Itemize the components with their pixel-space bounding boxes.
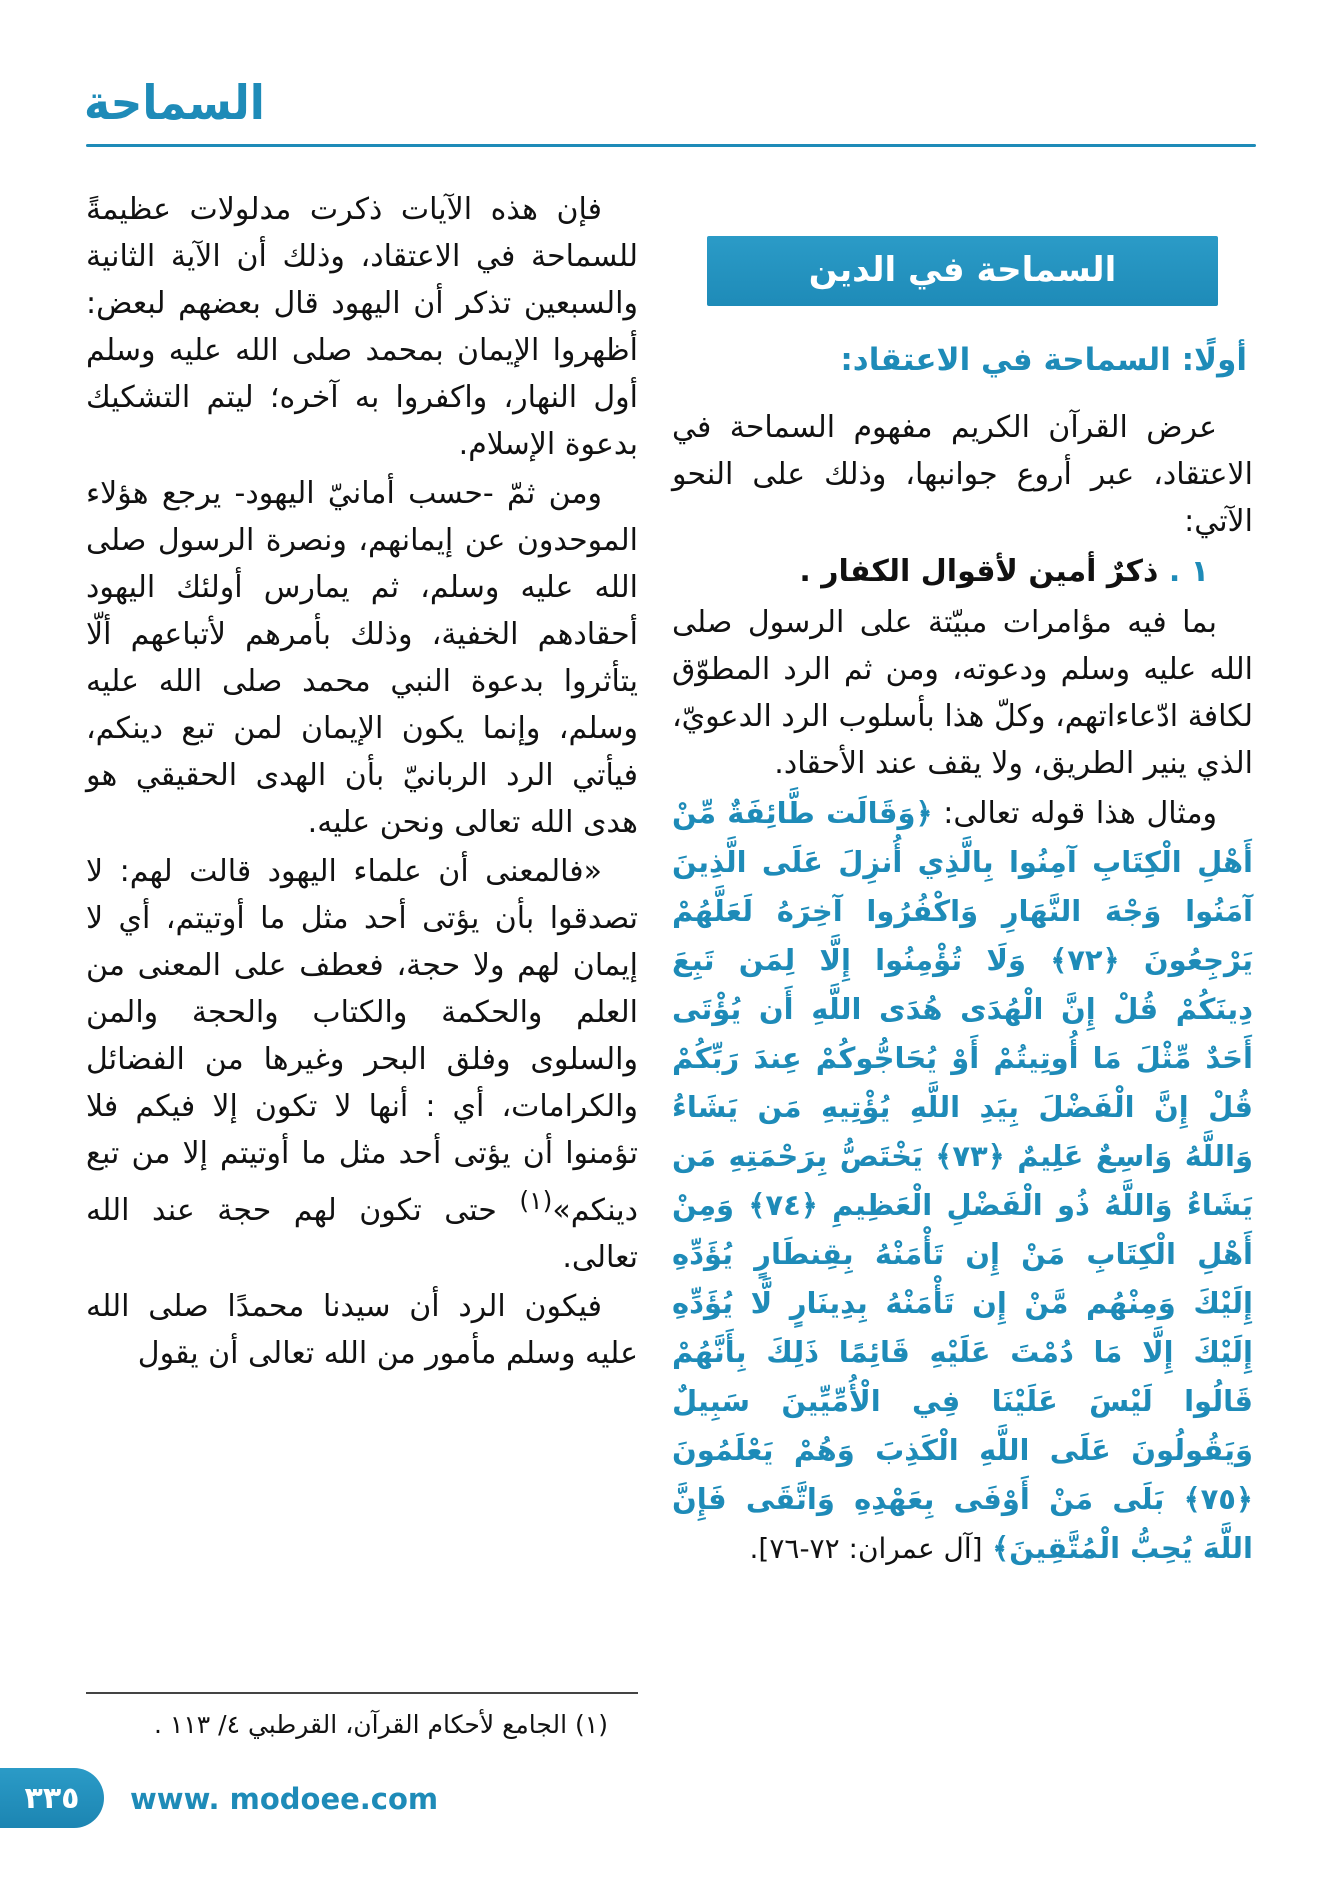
section-title: السماحة في الدين bbox=[808, 250, 1117, 290]
quote-text: «فالمعنى أن علماء اليهود قالت لهم: لا تصدقوا بأن يؤتى أحد مثل ما أوتيتم، أي لا إيمان لهم ولا حجة، فعطف على المعنى من العلم والحكمة والكتاب والحجة والمن والسلوى وفلق البحر وغيرها من الفضائل والكرامات، أي : أنها لا تكون إلا فيكم فلا تؤمنوا أن يؤتى أحد مثل ما أوتيتم إلا من تبع دينكم» bbox=[86, 854, 638, 1228]
right-column bbox=[672, 186, 1253, 1573]
body-paragraph: فإن هذه الآيات ذكرت مدلولات عظيمةً للسماحة في الاعتقاد، وذلك أن الآية الثانية والسبعين تذكر أن اليهود قال بعضهم لبعض: أظهروا الإيمان بمحمد صلى الله عليه وسلم أول النهار، واكفروا به آخره؛ ليتم التشكيك بدعوة الإسلام. bbox=[86, 192, 638, 462]
page-number: ٣٣٥ bbox=[24, 1780, 80, 1816]
header-rule bbox=[86, 144, 1256, 147]
point-number: ١ . bbox=[1168, 554, 1209, 589]
intro-paragraph: عرض القرآن الكريم مفهوم السماحة في الاعتقاد، عبر أروع جوانبها، وذلك على النحو الآتي: bbox=[672, 410, 1253, 539]
verse-reference: [آل عمران: ٧٢-٧٦]. bbox=[749, 1532, 983, 1565]
quran-verse: ﴿وَقَالَت طَّائِفَةٌ مِّنْ أَهْلِ الْكِتَابِ آمِنُوا بِالَّذِي أُنزِلَ عَلَى الَّذِينَ آمَنُوا وَجْهَ النَّهَارِ وَاكْفُرُوا آخِرَهُ لَعَلَّهُمْ يَرْجِعُونَ ﴿٧٢﴾ وَلَا تُؤْمِنُوا إِلَّا لِمَن تَبِعَ دِينَكُمْ قُلْ إِنَّ الْهُدَى هُدَى اللَّهِ أَن يُؤْتَى أَحَدٌ مِّثْلَ مَا أُوتِيتُمْ أَوْ يُحَاجُّوكُمْ عِندَ رَبِّكُمْ قُلْ إِنَّ الْفَضْلَ بِيَدِ اللَّهِ يُؤْتِيهِ مَن يَشَاءُ وَاللَّهُ وَاسِعٌ عَلِيمٌ ﴿٧٣﴾ يَخْتَصُّ بِرَحْمَتِهِ مَن يَشَاءُ وَاللَّهُ ذُو الْفَضْلِ الْعَظِيمِ ﴿٧٤﴾ وَمِنْ أَهْلِ الْكِتَابِ مَنْ إِن تَأْمَنْهُ بِقِنطَارٍ يُؤَدِّهِ إِلَيْكَ وَمِنْهُم مَّنْ إِن تَأْمَنْهُ بِدِينَارٍ لَّا يُؤَدِّهِ إِلَيْكَ إِلَّا مَا دُمْتَ عَلَيْهِ قَائِمًا ذَلِكَ بِأَنَّهُمْ قَالُوا لَيْسَ عَلَيْنَا فِي الْأُمِّيِّينَ سَبِيلٌ وَيَقُولُونَ عَلَى اللَّهِ الْكَذِبَ وَهُمْ يَعْلَمُونَ ﴿٧٥﴾ بَلَى مَنْ أَوْفَى بِعَهْدِهِ وَاتَّقَى فَإِنَّ اللَّهَ يُحِبُّ الْمُتَّقِينَ﴾ bbox=[672, 796, 1254, 1565]
page-number-badge bbox=[0, 1768, 104, 1828]
content-columns bbox=[86, 186, 1253, 1573]
quote-paragraph bbox=[86, 848, 638, 1281]
footnote-rule bbox=[86, 1692, 638, 1694]
quote-continuation: حتى تكون لهم حجة عند الله تعالى. bbox=[86, 1193, 638, 1275]
website-link[interactable]: www. modoee.com bbox=[130, 1782, 439, 1816]
verse-paragraph bbox=[672, 789, 1253, 1573]
running-head-calligraphy: السماحة bbox=[84, 75, 265, 132]
body-paragraph: ومن ثمّ -حسب أمانيّ اليهود- يرجع هؤلاء الموحدون عن إيمانهم، ونصرة الرسول صلى الله عليه وسلم، ثم يمارس أولئك اليهود أحقادهم الخفية، وذلك بأمرهم لأتباعهم ألّا يتأثروا بدعوة النبي محمد صلى الله عليه وسلم، وإنما يكون الإيمان لمن تبع دينكم، فيأتي الرد الربانيّ بأن الهدى الحقيقي هو هدى الله تعالى ونحن عليه. bbox=[86, 476, 638, 840]
body-paragraph: فيكون الرد أن سيدنا محمدًا صلى الله عليه وسلم مأمور من الله تعالى أن يقول bbox=[86, 1289, 638, 1371]
section-title-box bbox=[707, 236, 1218, 306]
point-text: ذكرٌ أمين لأقوال الكفار . bbox=[799, 554, 1159, 589]
list-point bbox=[672, 547, 1253, 597]
verse-lead-in: ومثال هذا قوله تعالى: bbox=[932, 796, 1217, 831]
body-paragraph: بما فيه مؤامرات مبيّتة على الرسول صلى الله عليه وسلم ودعوته، ومن ثم الرد المطوّق لكافة ادّعاءاتهم، وكلّ هذا بأسلوب الرد الدعويّ، الذي ينير الطريق، ولا يقف عند الأحقاد. bbox=[672, 605, 1253, 781]
footnote-marker: (١) bbox=[519, 1186, 553, 1215]
footnote-text: (١) الجامع لأحكام القرآن، القرطبي ٤/ ١١٣ . bbox=[154, 1710, 608, 1739]
footnote-area bbox=[86, 1692, 638, 1744]
left-column bbox=[86, 186, 638, 1573]
subsection-heading: أولًا: السماحة في الاعتقاد: bbox=[840, 342, 1247, 378]
